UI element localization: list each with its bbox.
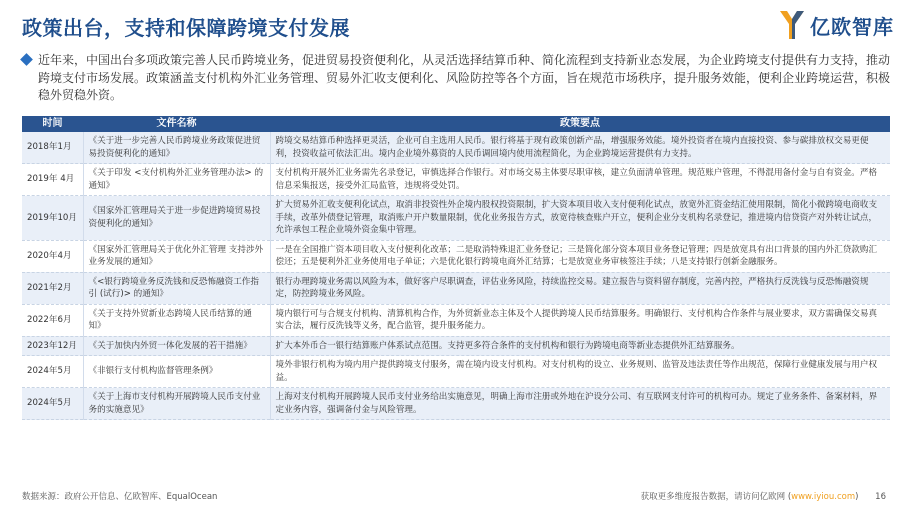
table-row: [22, 196, 890, 241]
row-time: 2021年2月: [22, 272, 83, 304]
row-time: 2018年1月: [22, 132, 83, 164]
table-row: [22, 304, 890, 336]
row-points: 扩大贸易外汇收支便利化试点，取消非投资性外企境内股权投资限制，扩大资本项目收入支付便利化试点，放宽外汇资金结汇使用限制，简化小微跨境电商收支手续，改革外债登记管理，取消账户开户数量限制，优化业务报告方式，放宽待核查账户开立，便利企业分支机构名录登记，推进境内信贷资产对外转让试点，允许承包工程企业境外资金集中管理。: [270, 196, 890, 241]
table-row: [22, 336, 890, 356]
row-points: 跨境交易结算币种选择更灵活，企业可自主选用人民币。银行将基于现有政策创新产品，增强服务效能。境外投资者在境内直接投资、参与碳排放权交易更便利，投资收益可依法汇出。境内企业境外募资的人民币调回境内使用流程简化，为企业跨境运营提供有力支持。: [270, 132, 890, 164]
page-title: 政策出台，支持和保障跨境支付发展: [22, 16, 350, 40]
logo: [777, 8, 894, 42]
row-points: 境内银行可与合规支付机构、清算机构合作，为外贸新业态主体及个人提供跨境人民币结算服务。明确银行、支付机构合作条件与展业要求，双方需确保交易真实合法，履行反洗钱等义务，配合监管，提升服务能力。: [270, 304, 890, 336]
row-file: 《非银行支付机构监督管理条例》: [83, 356, 270, 388]
row-file: 《国家外汇管理局关于优化外汇管理 支持涉外业务发展的通知》: [83, 240, 270, 272]
row-time: 2023年12月: [22, 336, 83, 356]
row-time: 2019年10月: [22, 196, 83, 241]
table-row: [22, 164, 890, 196]
table-row: [22, 240, 890, 272]
row-file: 《关于加快内外贸一体化发展的若干措施》: [83, 336, 270, 356]
policy-table: [22, 116, 890, 420]
data-source: 数据来源：政府公开信息、亿欧智库、EqualOcean: [22, 492, 218, 502]
table-header-row: [22, 116, 890, 132]
yiou-logo-icon: [777, 8, 807, 42]
row-points: 上海对支付机构开展跨境人民币支付业务给出实施意见，明确上海市注册或外地在沪设分公司、有互联网支付许可的机构可办。规定了业务条件、备案材料，界定业务内容，强调备付金与风险管理。: [270, 388, 890, 420]
row-time: 2019年 4月: [22, 164, 83, 196]
row-time: 2020年4月: [22, 240, 83, 272]
intro-paragraph: [22, 52, 890, 105]
row-file: 《关于上海市支付机构开展跨境人民币支付业务的实施意见》: [83, 388, 270, 420]
row-file: 《国家外汇管理局关于进一步促进跨境贸易投资便利化的通知》: [83, 196, 270, 241]
header-points: 政策要点: [270, 116, 890, 132]
row-points: 银行办理跨境业务需以风险为本，做好客户尽职调查，评估业务风险，持续监控交易。建立报告与资料留存制度，完善内控，严格执行反洗钱与反恐怖融资规定，防控跨境业务风险。: [270, 272, 890, 304]
row-time: 2024年5月: [22, 356, 83, 388]
row-time: 2024年5月: [22, 388, 83, 420]
row-points: 支付机构开展外汇业务需先名录登记，审慎选择合作银行。对市场交易主体要尽职审核，建立负面清单管理。规范账户管理，不得混用备付金与自有资金。严格信息采集报送，接受外汇局监管，违规将受处罚。: [270, 164, 890, 196]
table-row: [22, 272, 890, 304]
header-time: 时间: [22, 116, 83, 132]
row-file: 《关于进一步完善人民币跨境业务政策促进贸易投资便利化的通知》: [83, 132, 270, 164]
row-time: 2022年6月: [22, 304, 83, 336]
intro-text: 近年来，中国出台多项政策完善人民币跨境业务，促进贸易投资便利化，从灵活选择结算币种、简化流程到支持新业态发展，为企业跨境支付提供有力支持，推动跨境支付市场发展。政策涵盖支付机构外汇业务管理、贸易外汇收支便利化、风险防控等各个方面，旨在规范市场秩序，提升服务效能，便利企业跨境运营，积极稳外贸稳外资。: [38, 53, 891, 102]
logo-text: 亿欧智库: [810, 14, 894, 39]
table-row: [22, 388, 890, 420]
row-file: 《关于印发 <支付机构外汇业务管理办法> 的通知》: [83, 164, 270, 196]
table-row: [22, 132, 890, 164]
table-row: [22, 356, 890, 388]
footer-more: [641, 490, 886, 502]
footer-more-text: 获取更多维度报告数据，请访问亿欧网: [640, 492, 786, 502]
header-file: 文件名称: [83, 116, 270, 132]
iyiou-link[interactable]: www.iyiou.com: [791, 492, 856, 502]
row-file: 《<银行跨境业务反洗钱和反恐怖融资工作指引 (试行)> 的通知》: [83, 272, 270, 304]
page-number: 16: [875, 492, 886, 502]
footer-link-close: ): [855, 492, 859, 502]
row-points: 扩大本外币合一银行结算账户体系试点范围。支持更多符合条件的支付机构和银行为跨境电商等新业态提供外汇结算服务。: [270, 336, 890, 356]
row-points: 一是在全国推广资本项目收入支付便利化改革；二是取消特殊退汇业务登记；三是简化部分资本项目业务登记管理；四是放宽具有出口背景的国内外汇贷款购汇偿还；五是便利外汇业务使用电子单证；六是优化银行跨境电商外汇结算；七是放宽业务审核签注手续；八是支持银行创新金融服务。: [270, 240, 890, 272]
row-points: 境外非银行机构为境内用户提供跨境支付服务，需在境内设支付机构。对支付机构的设立、业务规则、监管及违法责任等作出规范，保障行业健康发展与用户权益。: [270, 356, 890, 388]
row-file: 《关于支持外贸新业态跨境人民币结算的通知》: [83, 304, 270, 336]
footer-link-open: (: [785, 492, 792, 502]
